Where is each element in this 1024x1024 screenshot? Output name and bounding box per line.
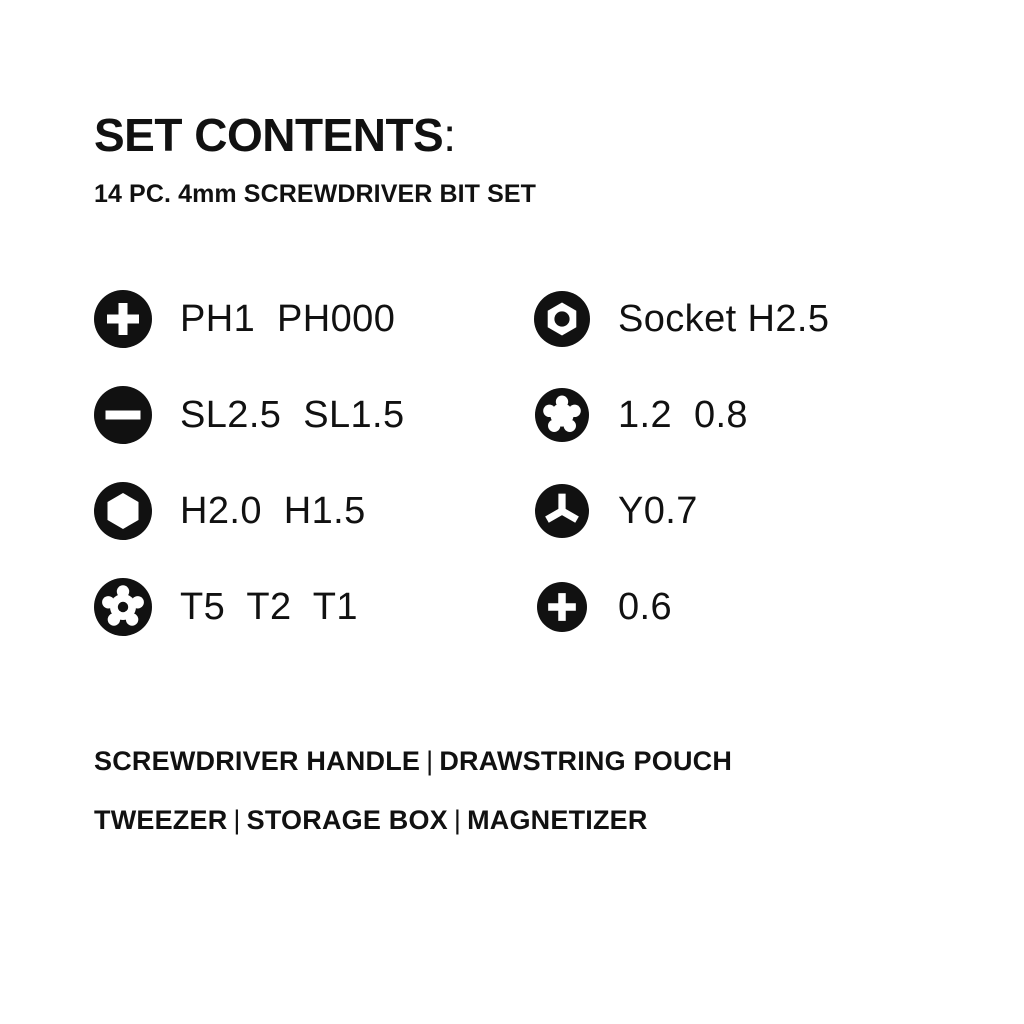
bit-label: 0.6 [618, 586, 673, 628]
header [94, 0, 930, 209]
bit-column-left [94, 271, 534, 655]
bit-label: SL2.5 SL1.5 [180, 394, 405, 436]
torx-bit-icon [94, 578, 152, 636]
bit-row [94, 367, 534, 463]
bit-label: T5 T2 T1 [180, 586, 358, 628]
phillips-bit-icon [94, 290, 152, 348]
included-item: DRAWSTRING POUCH [439, 746, 733, 776]
bit-label: H2.0 H1.5 [180, 490, 366, 532]
included-items [94, 748, 964, 834]
bit-row [534, 367, 930, 463]
included-items-line-2 [94, 807, 964, 834]
bit-row [94, 271, 534, 367]
bit-label: Y0.7 [618, 490, 698, 532]
included-items-line-1 [94, 748, 964, 775]
item-separator: | [453, 805, 462, 835]
socket-bit-icon [534, 291, 590, 347]
hex-bit-icon [94, 482, 152, 540]
bit-row [94, 463, 534, 559]
included-item: SCREWDRIVER HANDLE [94, 746, 421, 776]
bit-label: 1.2 0.8 [618, 394, 748, 436]
bit-row [534, 463, 930, 559]
bit-row [94, 559, 534, 655]
subtitle-unit: mm [192, 180, 237, 208]
included-item: MAGNETIZER [467, 805, 648, 835]
subtitle-prefix: 14 PC. 4 [94, 180, 193, 208]
page-title [94, 109, 930, 161]
bit-label: PH1 PH000 [180, 298, 396, 340]
pentalobe-bit-icon [534, 387, 590, 443]
item-separator: | [233, 805, 241, 835]
bit-column-right [534, 271, 930, 655]
bit-list [94, 271, 930, 655]
tri-point-bit-icon [534, 483, 590, 539]
included-item: STORAGE BOX [246, 805, 448, 835]
bit-label: Socket H2.5 [618, 298, 830, 340]
item-separator: | [426, 746, 434, 776]
bit-row [534, 559, 930, 655]
page-title-colon: : [443, 109, 456, 161]
bit-row [534, 271, 930, 367]
page-subtitle [94, 180, 930, 209]
included-item: TWEEZER [94, 805, 228, 835]
phillips-small-bit-icon [534, 579, 590, 635]
subtitle-suffix: SCREWDRIVER BIT SET [236, 180, 536, 208]
page-title-text: SET CONTENTS [94, 109, 444, 161]
slotted-bit-icon [94, 386, 152, 444]
